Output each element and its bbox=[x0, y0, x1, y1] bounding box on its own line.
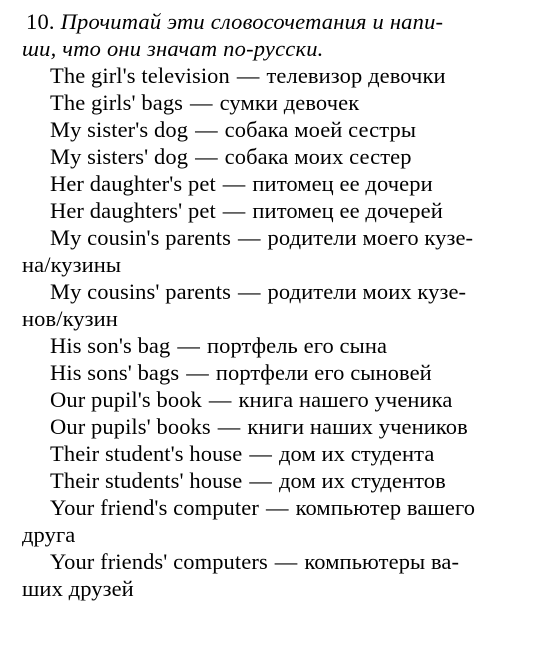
task-instruction-line1: Прочитай эти словосочетания и напи- bbox=[60, 9, 444, 34]
phrase-item bbox=[22, 278, 522, 332]
phrase-russian: питомец ее дочерей bbox=[252, 198, 443, 223]
phrase-line bbox=[50, 468, 446, 493]
phrase-line bbox=[50, 117, 416, 142]
dash-separator: — bbox=[190, 90, 213, 115]
phrase-item bbox=[22, 386, 522, 413]
phrase-english: His sons' bags bbox=[50, 360, 180, 385]
dash-separator: — bbox=[249, 468, 272, 493]
phrase-line bbox=[50, 549, 459, 574]
phrase-line bbox=[50, 144, 412, 169]
phrase-english: His son's bag bbox=[50, 333, 171, 358]
phrase-russian: телевизор девочки bbox=[266, 63, 446, 88]
phrase-item bbox=[22, 413, 522, 440]
phrase-russian: компьютеры ва- bbox=[304, 549, 460, 574]
dash-separator: — bbox=[186, 360, 209, 385]
phrase-english: Her daughters' pet bbox=[50, 198, 216, 223]
dash-separator: — bbox=[222, 171, 246, 196]
phrase-item bbox=[22, 440, 522, 467]
phrase-english: My sisters' dog bbox=[50, 144, 189, 169]
phrase-russian: компьютер вашего bbox=[295, 495, 476, 520]
dash-separator: — bbox=[195, 117, 218, 142]
phrase-russian: питомец ее дочери bbox=[252, 171, 433, 196]
dash-separator: — bbox=[265, 495, 289, 520]
dash-separator: — bbox=[237, 279, 261, 304]
phrase-item bbox=[22, 359, 522, 386]
phrase-russian-continuation: друга bbox=[22, 522, 76, 547]
task-instruction-line2: ши, что они значат по-русски. bbox=[22, 36, 324, 61]
task-number: 10. bbox=[26, 9, 55, 34]
phrase-english: Their student's house bbox=[50, 441, 243, 466]
phrase-english: The girl's television bbox=[50, 63, 230, 88]
phrase-russian-continuation: нов/кузин bbox=[22, 306, 118, 331]
phrase-item bbox=[22, 467, 522, 494]
phrase-russian: книга нашего ученика bbox=[238, 387, 453, 412]
phrase-list bbox=[22, 62, 522, 602]
phrase-line bbox=[50, 387, 452, 412]
phrase-item bbox=[22, 197, 522, 224]
phrase-russian: родители моих кузе- bbox=[267, 279, 467, 304]
dash-separator: — bbox=[236, 63, 260, 88]
phrase-english: Our pupils' books bbox=[50, 414, 211, 439]
phrase-line bbox=[50, 90, 359, 115]
phrase-line bbox=[50, 279, 466, 304]
phrase-russian: сумки девочек bbox=[219, 90, 360, 115]
phrase-line bbox=[50, 198, 443, 223]
phrase-english: Their students' house bbox=[50, 468, 243, 493]
phrase-russian: собака моей сестры bbox=[224, 117, 417, 142]
phrase-english: Your friends' computers bbox=[50, 549, 268, 574]
phrase-item bbox=[22, 548, 522, 602]
phrase-russian: дом их студента bbox=[278, 441, 435, 466]
phrase-line bbox=[50, 171, 433, 196]
dash-separator: — bbox=[177, 333, 200, 358]
phrase-russian: собака моих сестер bbox=[224, 144, 412, 169]
phrase-item bbox=[22, 170, 522, 197]
phrase-line bbox=[50, 414, 468, 439]
phrase-line bbox=[50, 63, 446, 88]
phrase-line bbox=[50, 441, 434, 466]
phrase-english: My cousins' parents bbox=[50, 279, 231, 304]
phrase-item bbox=[22, 62, 522, 89]
phrase-english: My sister's dog bbox=[50, 117, 189, 142]
exercise-page bbox=[22, 8, 522, 602]
phrase-russian: родители моего кузе- bbox=[267, 225, 474, 250]
dash-separator: — bbox=[208, 387, 232, 412]
phrase-russian: книги наших учеников bbox=[247, 414, 468, 439]
phrase-english: Her daughter's pet bbox=[50, 171, 216, 196]
dash-separator: — bbox=[237, 225, 261, 250]
phrase-item bbox=[22, 332, 522, 359]
phrase-line bbox=[50, 495, 475, 520]
phrase-item bbox=[22, 143, 522, 170]
phrase-item bbox=[22, 89, 522, 116]
phrase-english: The girls' bags bbox=[50, 90, 184, 115]
phrase-item bbox=[22, 224, 522, 278]
phrase-item bbox=[22, 116, 522, 143]
phrase-russian-continuation: на/кузины bbox=[22, 252, 122, 277]
phrase-russian: портфель его сына bbox=[206, 333, 388, 358]
phrase-english: Your friend's computer bbox=[50, 495, 259, 520]
phrase-english: My cousin's parents bbox=[50, 225, 231, 250]
dash-separator: — bbox=[222, 198, 246, 223]
phrase-russian: дом их студентов bbox=[278, 468, 446, 493]
phrase-line bbox=[50, 333, 387, 358]
task-heading bbox=[22, 8, 522, 62]
dash-separator: — bbox=[274, 549, 298, 574]
phrase-english: Our pupil's book bbox=[50, 387, 202, 412]
phrase-russian: портфели его сыновей bbox=[215, 360, 432, 385]
phrase-line bbox=[50, 225, 473, 250]
dash-separator: — bbox=[195, 144, 218, 169]
phrase-russian-continuation: ших друзей bbox=[22, 576, 134, 601]
dash-separator: — bbox=[249, 441, 272, 466]
dash-separator: — bbox=[217, 414, 241, 439]
phrase-item bbox=[22, 494, 522, 548]
phrase-line bbox=[50, 360, 432, 385]
